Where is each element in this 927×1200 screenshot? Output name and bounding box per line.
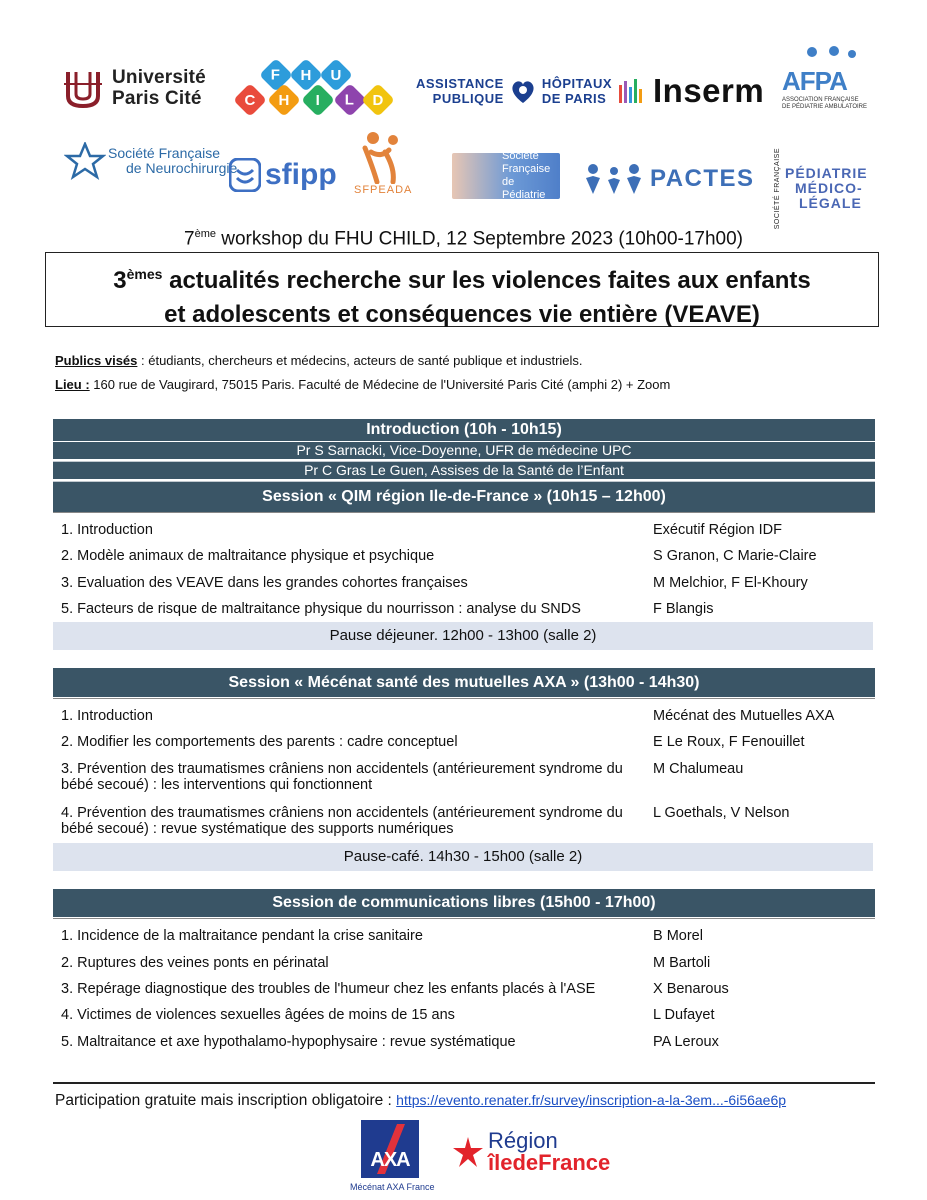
fhu-tile-f: F <box>259 58 293 92</box>
talk-speaker: E Le Roux, F Fenouillet <box>653 734 805 750</box>
talk-title: 5. Maltraitance et axe hypothalamo-hypophysaire : revue systématique <box>61 1034 516 1050</box>
fhu-tile-i: I <box>301 83 335 117</box>
lunch-break: Pause déjeuner. 12h00 - 13h00 (salle 2) <box>53 622 873 650</box>
talk-speaker: PA Leroux <box>653 1034 719 1050</box>
fhu-tile-d: D <box>361 83 395 117</box>
inserm-text: Inserm <box>653 72 765 109</box>
talk-speaker: Mécénat des Mutuelles AXA <box>653 708 835 724</box>
fhu-tile-l: L <box>333 83 367 117</box>
session2-top-divider <box>53 698 875 699</box>
sfp-line3: de Pédiatrie <box>502 176 546 201</box>
talk-title: 2. Modèle animaux de maltraitance physique et psychique <box>61 548 435 564</box>
intro-header: Introduction (10h - 10h15) <box>53 419 875 441</box>
sfn-logo <box>64 142 237 180</box>
fhu-tile-h2: H <box>267 83 301 117</box>
fhu-child-logo <box>234 60 394 116</box>
sfn-star-icon <box>64 142 106 180</box>
talk-title: 4. Prévention des traumatismes crâniens non accidentels (antérieurement syndrome du bébé secoué) : revue systématique des supports numériques <box>61 805 623 837</box>
aphp-right-1: HÔPITAUX <box>541 76 613 91</box>
inserm-logo <box>619 72 764 110</box>
intro-speaker-1: Pr S Sarnacki, Vice-Doyenne, UFR de médecine UPC <box>53 442 875 459</box>
sfipp-emblem-icon <box>229 158 261 192</box>
talk-title: 1. Introduction <box>61 708 153 724</box>
pactes-logo <box>584 162 755 196</box>
title-line-2: et adolescents et conséquences vie entière (VEAVE) <box>164 301 760 328</box>
aphp-logo <box>416 76 612 106</box>
aphp-right-2: DE PARIS <box>541 91 607 106</box>
inserm-bars-icon <box>619 75 643 107</box>
session2-header: Session « Mécénat santé des mutuelles AXA » (13h00 - 14h30) <box>53 668 875 697</box>
sfpeada-logo <box>354 128 412 196</box>
region-line2: îledeFrance <box>488 1150 611 1175</box>
sfipp-logo <box>229 158 337 192</box>
fhu-tile-h: H <box>289 58 323 92</box>
axa-caption: Mécénat AXA France <box>350 1182 435 1192</box>
talk-title: 1. Incidence de la maltraitance pendant la crise sanitaire <box>61 928 423 944</box>
region-line1: Région <box>488 1128 558 1153</box>
publics-label: Publics visés <box>55 353 138 368</box>
pml-line3: LÉGALE <box>799 195 862 212</box>
registration-label: Participation gratuite mais inscription obligatoire : <box>55 1092 397 1109</box>
registration-line <box>55 1092 786 1110</box>
sfn-line2: de Neurochirurgie <box>126 160 238 176</box>
talk-speaker: Exécutif Région IDF <box>653 522 782 538</box>
session3-top-divider <box>53 918 875 919</box>
lieu-value: 160 rue de Vaugirard, 75015 Paris. Faculté de Médecine de l'Université Paris Cité (amphi 2) + Zoom <box>89 377 671 392</box>
talk-speaker: L Dufayet <box>653 1007 715 1023</box>
fhu-tile-u: U <box>319 58 353 92</box>
talk-speaker: M Melchior, F El-Khoury <box>653 575 808 591</box>
aphp-left-2: PUBLIQUE <box>432 91 504 106</box>
footer-divider <box>53 1082 875 1084</box>
talk-speaker: F Blangis <box>653 601 714 617</box>
talk-speaker: L Goethals, V Nelson <box>653 805 790 821</box>
page-title <box>45 252 879 327</box>
talk-speaker: X Benarous <box>653 981 729 997</box>
upc-emblem-icon <box>62 66 104 110</box>
publics-line <box>55 353 583 368</box>
upc-line1: Université <box>112 67 206 88</box>
title-line-1: 3èmes actualités recherche sur les violences faites aux enfants <box>113 266 811 294</box>
workshop-subtitle: 7ème workshop du FHU CHILD, 12 Septembre 2023 (10h00-17h00) <box>184 228 743 250</box>
aphp-heart-icon <box>508 76 538 106</box>
sfp-line2: Française <box>502 163 551 175</box>
talk-speaker: M Bartoli <box>653 955 711 971</box>
afpa-sub-1: ASSOCIATION FRANÇAISE <box>782 97 859 103</box>
pactes-text: PACTES <box>650 165 755 192</box>
sfp-logo <box>452 150 560 201</box>
registration-link[interactable]: https://evento.renater.fr/survey/inscription-a-la-3em...-6i56ae6p <box>396 1092 787 1108</box>
region-star-icon <box>452 1136 484 1168</box>
talk-title: 3. Repérage diagnostique des troubles de l'humeur chez les enfants placés à l'ASE <box>61 981 596 997</box>
sfpeada-figures-icon <box>355 128 411 184</box>
talk-title: 1. Introduction <box>61 522 153 538</box>
talk-title: 3. Evaluation des VEAVE dans les grandes cohortes françaises <box>61 575 468 591</box>
session1-header: Session « QIM région Ile-de-France » (10h15 – 12h00) <box>53 481 875 512</box>
universite-paris-cite-logo <box>62 66 206 110</box>
pml-line2: MÉDICO- <box>795 180 863 197</box>
lieu-line <box>55 377 670 392</box>
talk-speaker: S Granon, C Marie-Claire <box>653 548 817 564</box>
talk-title: 5. Facteurs de risque de maltraitance physique du nourrisson : analyse du SNDS <box>61 601 581 617</box>
pml-side-text: SOCIÉTÉ FRANÇAISE <box>774 148 781 230</box>
talk-title: 2. Modifier les comportements des parents : cadre conceptuel <box>61 734 458 750</box>
publics-value: : étudiants, chercheurs et médecins, acteurs de santé publique et industriels. <box>137 353 583 368</box>
afpa-sub-2: DE PÉDIATRIE AMBULATOIRE <box>782 104 868 110</box>
afpa-figures-icon <box>782 46 858 66</box>
talk-title: 4. Victimes de violences sexuelles âgées de moins de 15 ans <box>61 1007 455 1023</box>
sfipp-text: sfipp <box>265 158 337 191</box>
talk-title: 2. Ruptures des veines ponts en périnatal <box>61 955 329 971</box>
afpa-logo <box>782 46 867 111</box>
talk-speaker: M Chalumeau <box>653 761 744 777</box>
pml-line1: PÉDIATRIE <box>785 165 868 182</box>
aphp-left-1: ASSISTANCE <box>416 76 504 91</box>
talk-speaker: B Morel <box>653 928 703 944</box>
sfp-line1: Société <box>502 150 539 162</box>
pactes-figures-icon <box>584 162 644 196</box>
session3-header: Session de communications libres (15h00 - 17h00) <box>53 889 875 917</box>
sfn-line1: Société Française <box>108 145 221 161</box>
sfpeada-text: SFPEADA <box>354 184 413 196</box>
intro-speaker-2: Pr C Gras Le Guen, Assises de la Santé de l’Enfant <box>53 461 875 479</box>
fhu-tile-c: C <box>233 83 267 117</box>
region-idf-logo <box>452 1130 610 1174</box>
pml-logo <box>774 148 868 229</box>
axa-text: AXA <box>370 1149 410 1171</box>
coffee-break: Pause-café. 14h30 - 15h00 (salle 2) <box>53 843 873 871</box>
lieu-label: Lieu : <box>55 377 90 392</box>
upc-line2: Paris Cité <box>112 88 202 109</box>
session1-top-divider <box>53 512 875 513</box>
afpa-text: AFPA <box>782 66 847 96</box>
talk-title: 3. Prévention des traumatismes crâniens non accidentels (antérieurement syndrome du bébé secoué) : les interventions qui fonctionnent <box>61 761 623 793</box>
axa-logo <box>350 1120 435 1194</box>
